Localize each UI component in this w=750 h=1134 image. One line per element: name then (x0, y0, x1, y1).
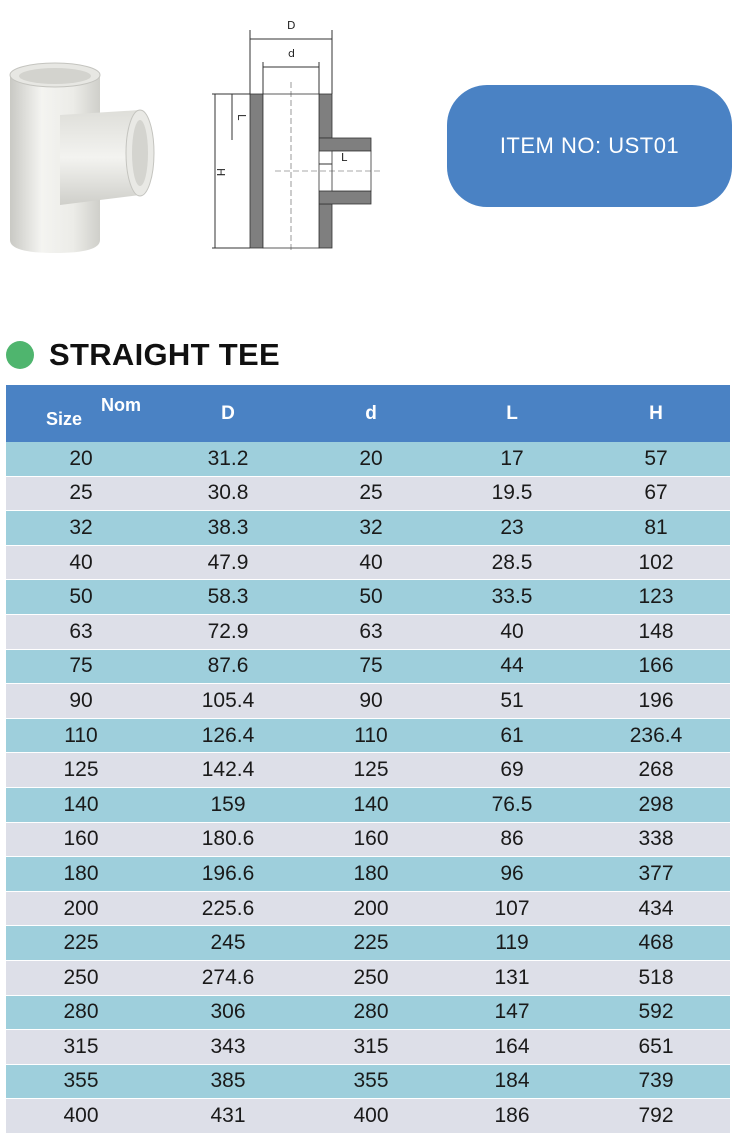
cell-L: 51 (442, 684, 582, 719)
cell-D: 431 (156, 1099, 300, 1134)
cell-H: 67 (582, 476, 730, 511)
cell-d: 90 (300, 684, 442, 719)
cell-D: 72.9 (156, 614, 300, 649)
cell-H: 518 (582, 960, 730, 995)
cell-H: 298 (582, 787, 730, 822)
table-row (6, 442, 730, 476)
cell-L: 186 (442, 1099, 582, 1134)
item-number-badge (447, 85, 732, 207)
table-row (6, 718, 730, 753)
cell-H: 236.4 (582, 718, 730, 753)
table-row (6, 822, 730, 857)
cell-d: 20 (300, 442, 442, 476)
size-nom-header (6, 385, 156, 442)
cell-L: 44 (442, 649, 582, 684)
table-row (6, 580, 730, 615)
cell-L: 23 (442, 511, 582, 546)
cell-size: 140 (6, 787, 156, 822)
cell-d: 50 (300, 580, 442, 615)
cell-L: 19.5 (442, 476, 582, 511)
cell-d: 125 (300, 753, 442, 788)
table-body (6, 442, 730, 1133)
table-row (6, 1030, 730, 1065)
cell-d: 280 (300, 995, 442, 1030)
cell-D: 47.9 (156, 545, 300, 580)
cell-size: 280 (6, 995, 156, 1030)
cell-d: 355 (300, 1064, 442, 1099)
cell-H: 268 (582, 753, 730, 788)
cell-size: 160 (6, 822, 156, 857)
table-row (6, 857, 730, 892)
size-label: Size (46, 409, 83, 429)
cell-size: 50 (6, 580, 156, 615)
cell-H: 81 (582, 511, 730, 546)
cell-H: 57 (582, 442, 730, 476)
cell-H: 123 (582, 580, 730, 615)
column-header-L: L (442, 385, 582, 442)
column-header-d: d (300, 385, 442, 442)
table-row (6, 1064, 730, 1099)
drawing-label-D: D (287, 19, 296, 32)
cell-size: 25 (6, 476, 156, 511)
cell-L: 147 (442, 995, 582, 1030)
cell-L: 131 (442, 960, 582, 995)
drawing-label-L-side: L (235, 114, 248, 121)
cell-size: 400 (6, 1099, 156, 1134)
green-bullet-icon (6, 341, 34, 369)
cell-D: 225.6 (156, 891, 300, 926)
cell-L: 184 (442, 1064, 582, 1099)
cell-D: 38.3 (156, 511, 300, 546)
cell-D: 385 (156, 1064, 300, 1099)
cell-D: 126.4 (156, 718, 300, 753)
cell-H: 377 (582, 857, 730, 892)
cell-D: 159 (156, 787, 300, 822)
drawing-label-L-branch: L (341, 151, 348, 164)
cell-d: 110 (300, 718, 442, 753)
table-row (6, 1099, 730, 1134)
cell-size: 250 (6, 960, 156, 995)
table-header-row (6, 385, 730, 442)
cell-D: 30.8 (156, 476, 300, 511)
cell-d: 315 (300, 1030, 442, 1065)
cell-L: 69 (442, 753, 582, 788)
table-row (6, 995, 730, 1030)
cell-D: 343 (156, 1030, 300, 1065)
section-title (6, 337, 280, 373)
cell-d: 75 (300, 649, 442, 684)
drawing-label-d: d (288, 47, 295, 60)
cell-H: 434 (582, 891, 730, 926)
cell-H: 338 (582, 822, 730, 857)
cell-H: 739 (582, 1064, 730, 1099)
cell-D: 105.4 (156, 684, 300, 719)
table-row (6, 649, 730, 684)
cell-d: 25 (300, 476, 442, 511)
cell-d: 225 (300, 926, 442, 961)
cell-H: 792 (582, 1099, 730, 1134)
tee-fitting-photo (5, 55, 165, 260)
table-row (6, 511, 730, 546)
cell-L: 164 (442, 1030, 582, 1065)
cell-size: 90 (6, 684, 156, 719)
cell-size: 75 (6, 649, 156, 684)
cell-L: 28.5 (442, 545, 582, 580)
cell-H: 148 (582, 614, 730, 649)
cell-L: 40 (442, 614, 582, 649)
cell-L: 86 (442, 822, 582, 857)
cell-D: 274.6 (156, 960, 300, 995)
cell-L: 107 (442, 891, 582, 926)
cell-H: 102 (582, 545, 730, 580)
cell-H: 196 (582, 684, 730, 719)
cell-H: 166 (582, 649, 730, 684)
table-row (6, 614, 730, 649)
section-title-text: STRAIGHT TEE (49, 337, 280, 372)
cell-L: 119 (442, 926, 582, 961)
cell-H: 592 (582, 995, 730, 1030)
cell-size: 110 (6, 718, 156, 753)
cell-L: 33.5 (442, 580, 582, 615)
cell-H: 468 (582, 926, 730, 961)
cell-L: 61 (442, 718, 582, 753)
cell-size: 200 (6, 891, 156, 926)
cell-d: 32 (300, 511, 442, 546)
cell-size: 125 (6, 753, 156, 788)
table-row (6, 476, 730, 511)
cell-D: 180.6 (156, 822, 300, 857)
nom-label: Nom (101, 395, 141, 415)
cell-D: 142.4 (156, 753, 300, 788)
cell-size: 355 (6, 1064, 156, 1099)
table-row (6, 926, 730, 961)
dimensions-table (6, 385, 730, 1134)
cell-d: 140 (300, 787, 442, 822)
tee-cross-section-diagram (205, 12, 385, 257)
table-row (6, 545, 730, 580)
cell-L: 76.5 (442, 787, 582, 822)
column-header-H: H (582, 385, 730, 442)
cell-D: 58.3 (156, 580, 300, 615)
drawing-label-H: H (214, 168, 227, 177)
table-row (6, 891, 730, 926)
column-header-D: D (156, 385, 300, 442)
cell-size: 180 (6, 857, 156, 892)
cell-D: 245 (156, 926, 300, 961)
cell-D: 306 (156, 995, 300, 1030)
cell-d: 180 (300, 857, 442, 892)
cell-d: 400 (300, 1099, 442, 1134)
cell-size: 315 (6, 1030, 156, 1065)
table-row (6, 753, 730, 788)
cell-L: 96 (442, 857, 582, 892)
cell-d: 63 (300, 614, 442, 649)
cell-size: 32 (6, 511, 156, 546)
cell-size: 225 (6, 926, 156, 961)
cell-d: 200 (300, 891, 442, 926)
table-row (6, 960, 730, 995)
cell-size: 63 (6, 614, 156, 649)
cell-H: 651 (582, 1030, 730, 1065)
cell-d: 160 (300, 822, 442, 857)
cell-D: 87.6 (156, 649, 300, 684)
cell-d: 40 (300, 545, 442, 580)
cell-d: 250 (300, 960, 442, 995)
table-row (6, 684, 730, 719)
cell-D: 31.2 (156, 442, 300, 476)
cell-L: 17 (442, 442, 582, 476)
cell-size: 40 (6, 545, 156, 580)
table-row (6, 787, 730, 822)
item-number-text: ITEM NO: UST01 (499, 133, 680, 158)
cell-size: 20 (6, 442, 156, 476)
cell-D: 196.6 (156, 857, 300, 892)
